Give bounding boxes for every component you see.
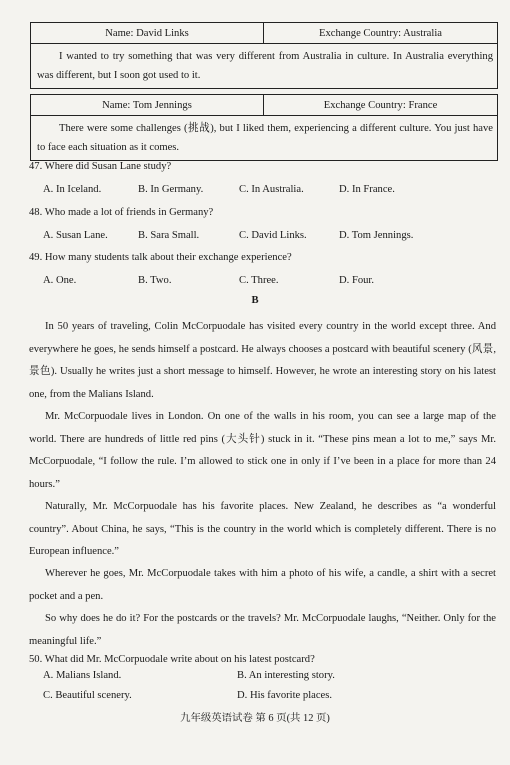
student-comment-cell: There were some challenges (挑战), but I liked them, experiencing a different culture. You just have to face each situation as it comes.	[31, 116, 498, 161]
option-48-a: A. Susan Lane.	[43, 230, 108, 241]
page-footer: 九年级英语试卷 第 6 页(共 12 页)	[180, 713, 330, 724]
question-50: 50. What did Mr. McCorpuodale write about on his latest postcard?	[29, 654, 315, 665]
option-50-b: B. An interesting story.	[237, 670, 335, 681]
exchange-table-david	[30, 22, 498, 89]
passage-paragraph-4: Wherever he goes, Mr. McCorpuodale takes with him a photo of his wife, a candle, a shirt with a secret pocket and a pen.	[29, 568, 496, 602]
student-name-cell: Name: David Links	[31, 23, 264, 44]
option-49-a: A. One.	[43, 275, 77, 286]
passage-paragraph-3: Naturally, Mr. McCorpuodale has his favorite places. New Zealand, he describes as “a wonderful country”. About China, he says, “This is the country in the world which is completely different. There is no European influence.”	[29, 501, 496, 557]
option-50-d: D. His favorite places.	[237, 690, 333, 701]
option-47-a: A. In Iceland.	[43, 184, 102, 195]
passage-paragraph-2: Mr. McCorpuodale lives in London. On one of the walls in his room, you can see a large map of the world. There are hundreds of little red pins (大头针) stuck in it. “These pins mean a lot to me,” says Mr. McCorpuodale, “I follow the rule. I’m allowed to stick one in only if I’ve been in a place for more than 24 hours.”	[29, 411, 496, 490]
question-48: 48. Who made a lot of friends in Germany?	[29, 207, 214, 218]
option-49-c: C. Three.	[239, 275, 279, 286]
option-47-c: C. In Australia.	[239, 184, 304, 195]
option-47-d: D. In France.	[339, 184, 395, 195]
question-47: 47. Where did Susan Lane study?	[29, 161, 172, 172]
option-49-d: D. Four.	[339, 275, 375, 286]
student-name-cell: Name: Tom Jennings	[31, 95, 264, 116]
student-comment-cell: I wanted to try something that was very different from Australia in culture. In Australia everything was different, but I soon got used to it.	[31, 44, 498, 89]
exchange-table-tom	[30, 94, 498, 161]
section-b-heading: B	[251, 295, 259, 306]
option-48-b: B. Sara Small.	[138, 230, 200, 241]
option-48-d: D. Tom Jennings.	[339, 230, 414, 241]
option-48-c: C. David Links.	[239, 230, 307, 241]
question-49: 49. How many students talk about their exchange experience?	[29, 252, 292, 263]
exchange-country-cell: Exchange Country: France	[264, 95, 498, 116]
option-49-b: B. Two.	[138, 275, 172, 286]
passage-paragraph-5: So why does he do it? For the postcards or the travels? Mr. McCorpuodale laughs, “Neither. Only for the meaningful life.”	[29, 613, 496, 647]
option-50-a: A. Malians Island.	[43, 670, 122, 681]
exchange-country-cell: Exchange Country: Australia	[264, 23, 498, 44]
option-47-b: B. In Germany.	[138, 184, 204, 195]
option-50-c: C. Beautiful scenery.	[43, 690, 132, 701]
passage-paragraph-1: In 50 years of traveling, Colin McCorpuodale has visited every country in the world except three. And everywhere he goes, he sends himself a postcard. He always chooses a postcard with beautiful scenery (风景,景色). Usually he writes just a short message to himself. However, he wrote an interesting story on his latest one, from the Malians Island.	[29, 321, 496, 400]
